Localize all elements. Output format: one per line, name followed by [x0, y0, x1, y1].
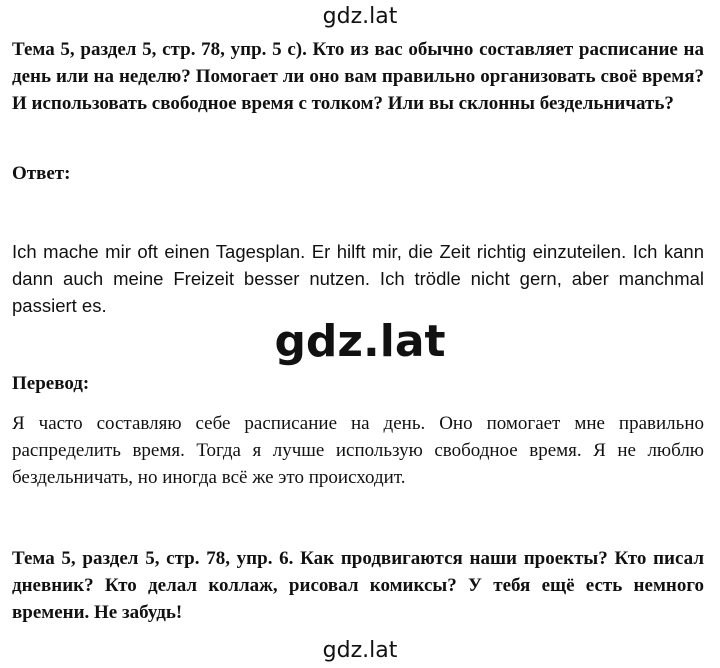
watermark-middle: gdz.lat	[274, 316, 446, 367]
translation-heading: Перевод:	[12, 373, 90, 394]
translation-text: Я часто составляю себе расписание на день. Оно помогает мне правильно распределить время. Тогда я лучше использую свободное время. Я не люблю бездельничать, но иногда всё же это происходит.	[12, 413, 704, 488]
watermark-top: gdz.lat	[322, 4, 398, 29]
answer-text: Ich mache mir oft einen Tagesplan. Er hilft mir, die Zeit richtig einzuteilen. Ich kann dann auch meine Freizeit besser nutzen. Ich trödle nicht gern, aber manchmal passiert es.	[12, 241, 704, 316]
watermark-bottom: gdz.lat	[322, 638, 398, 663]
answer-heading: Ответ:	[12, 163, 71, 184]
task-heading-6: Тема 5, раздел 5, стр. 78, упр. 6. Как продвигаются наши проекты? Кто писал дневник? Кто делал коллаж, рисовал комиксы? У тебя ещё есть немного времени. Не забудь!	[12, 548, 704, 623]
task-heading-5c: Тема 5, раздел 5, стр. 78, упр. 5 с). Кто из вас обычно составляет расписание на день или на неделю? Помогает ли оно вам правильно организовать своё время? И использовать свободное время с толком? Или вы склонны бездельничать?	[12, 39, 704, 114]
